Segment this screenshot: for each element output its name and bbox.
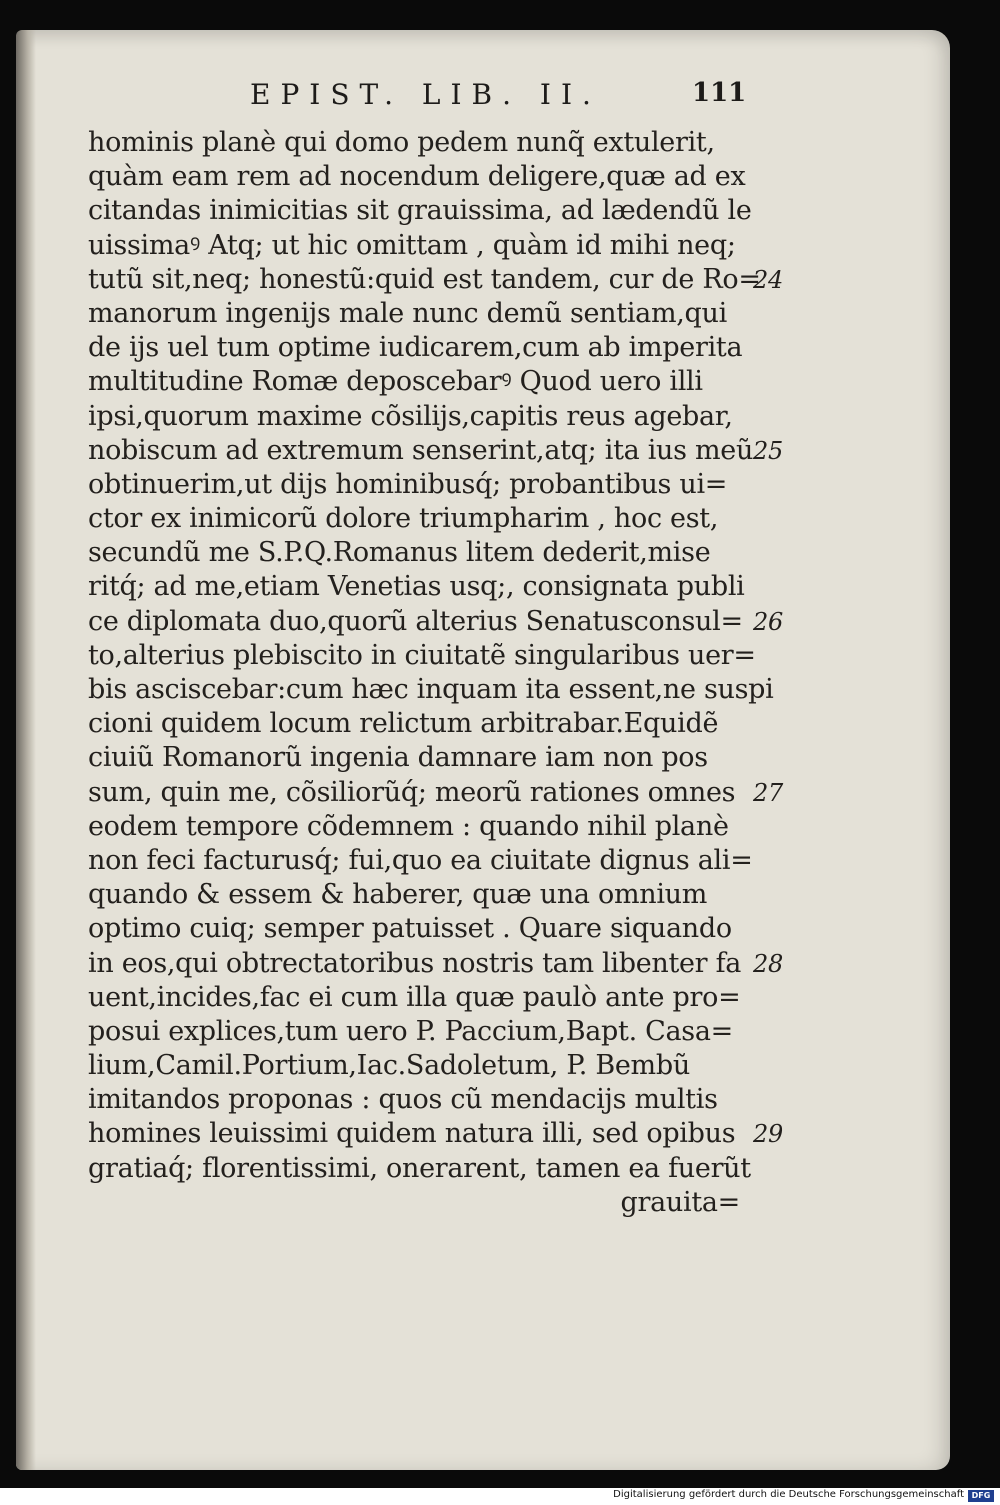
- text-line: [88, 673, 774, 707]
- text-line: [88, 434, 783, 468]
- dfg-logo: DFG: [968, 1490, 994, 1502]
- text-line: [88, 981, 748, 1015]
- text-line: [88, 331, 748, 365]
- text-line: [88, 878, 748, 912]
- page-gutter: [16, 30, 36, 1470]
- line-text: quando & essem & haberer, quæ una omnium: [88, 879, 708, 911]
- line-text: ciuiũ Romanorũ ingenia damnare iam non pos: [88, 742, 708, 774]
- line-text: quàm eam rem ad nocendum deligere,quæ ad ex: [88, 161, 746, 193]
- line-text: hominis planè qui domo pedem nunq̃ extulerit,: [88, 127, 715, 158]
- line-text: tutũ sit,neq; honestũ:quid est tandem, cur de Ro=: [88, 263, 761, 295]
- text-line: [88, 160, 748, 194]
- line-text: citandas inimicitias sit grauissima, ad lædendũ le: [88, 195, 752, 227]
- line-text: sum, quin me, cõsiliorũq́; meorũ rationes omnes: [88, 776, 736, 808]
- margin-number: 26: [753, 607, 783, 636]
- line-text: ipsi,quorum maxime cõsilijs,capitis reus agebar,: [88, 400, 733, 432]
- text-line: [88, 400, 748, 434]
- line-text: multitudine Romæ deposcebarꝰ Quod uero illi: [88, 366, 703, 398]
- line-text: de ijs uel tum optime iudicarem,cum ab imperita: [88, 332, 743, 364]
- text-line: [88, 1083, 748, 1117]
- margin-number: 24: [753, 265, 783, 294]
- line-text: secundũ me S.P.Q.Romanus litem dederit,mise: [88, 537, 711, 569]
- margin-number: 27: [753, 778, 783, 807]
- text-line: [88, 639, 756, 673]
- text-line: [88, 502, 748, 536]
- text-line: [88, 194, 752, 228]
- text-line: [88, 1049, 748, 1083]
- text-line: [88, 844, 753, 878]
- line-text: posui explices,tum uero P. Paccium,Bapt. Casa=: [88, 1015, 733, 1047]
- text-line: [88, 297, 748, 331]
- line-text: homines leuissimi quidem natura illi, sed opibus: [88, 1118, 736, 1150]
- text-line: [88, 468, 748, 502]
- line-text: to,alterius plebiscito in ciuitatẽ singularibus uer=: [88, 639, 756, 671]
- line-text: lium,Camil.Portium,Iac.Sadoletum, P. Bembũ: [88, 1050, 690, 1082]
- line-text: eodem tempore cõdemnem : quando nihil planè: [88, 810, 729, 842]
- text-line: [88, 810, 748, 844]
- line-text: uent,incides,fac ei cum illa quæ paulò ante pro=: [88, 981, 741, 1013]
- line-text: imitandos proponas : quos cũ mendacijs multis: [88, 1084, 718, 1116]
- text-line: [88, 912, 748, 946]
- line-text: obtinuerim,ut dijs hominibusq́; probantibus ui=: [88, 468, 728, 500]
- running-head: EPIST. LIB. II.: [250, 78, 601, 111]
- text-line: [88, 1152, 751, 1186]
- line-text: gratiaq́; florentissimi, onerarent, tamen ea fuerũt: [88, 1152, 751, 1184]
- line-text: cioni quidem locum relictum arbitrabar.Equidẽ: [88, 708, 719, 740]
- line-text: ritq́; ad me,etiam Venetias usq;, consignata publi: [88, 571, 745, 603]
- line-text: ce diplomata duo,quorũ alterius Senatusconsul=: [88, 605, 743, 637]
- footer-credit: Digitalisierung gefördert durch die Deutsche Forschungsgemeinschaft: [613, 1489, 964, 1500]
- line-text: non feci facturusq́; fui,quo ea ciuitate dignus ali=: [88, 844, 753, 876]
- line-text: bis asciscebar:cum hæc inquam ita essent,ne suspi: [88, 674, 774, 705]
- line-text: nobiscum ad extremum senserint,atq; ita ius meũ: [88, 434, 754, 466]
- folio-number: 111: [692, 78, 747, 108]
- text-line: [88, 776, 783, 810]
- text-line: [88, 1117, 783, 1151]
- catchword: grauita=: [620, 1186, 740, 1218]
- text-line: [88, 263, 783, 297]
- line-text: uissimaꝰ Atq; ut hic omittam , quàm id mihi neq;: [88, 229, 736, 261]
- margin-number: 25: [753, 436, 783, 465]
- line-text: in eos,qui obtrectatoribus nostris tam libenter fa: [88, 947, 742, 979]
- text-line: [88, 536, 748, 570]
- body-text: [88, 126, 783, 1220]
- text-line: [88, 570, 748, 604]
- text-line: [88, 741, 748, 775]
- text-line: [88, 365, 748, 399]
- line-text: ctor ex inimicorũ dolore triumpharim , hoc est,: [88, 503, 719, 535]
- text-line: [88, 229, 748, 263]
- margin-number: 28: [753, 949, 783, 978]
- text-line: [88, 1015, 748, 1049]
- line-text: optimo cuiq; semper patuisset . Quare siquando: [88, 913, 732, 945]
- text-line: [88, 605, 783, 639]
- text-line: [88, 126, 748, 160]
- text-line: [88, 947, 783, 981]
- line-text: manorum ingenijs male nunc demũ sentiam,qui: [88, 297, 727, 329]
- text-line: [88, 707, 748, 741]
- margin-number: 29: [753, 1120, 783, 1149]
